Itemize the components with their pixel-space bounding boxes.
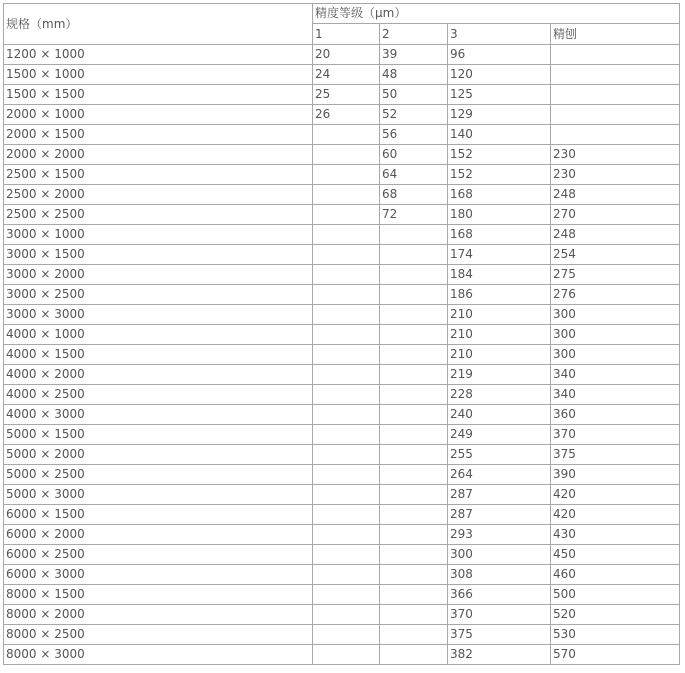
grade-3-cell: 219: [448, 365, 551, 385]
size-cell: 1200 × 1000: [4, 45, 313, 65]
grade-2-cell: [380, 645, 448, 665]
grade-3-cell: 210: [448, 305, 551, 325]
size-cell: 2000 × 1500: [4, 125, 313, 145]
fine-planing-cell: 460: [551, 565, 680, 585]
grade-3-cell: 210: [448, 325, 551, 345]
size-cell: 2000 × 1000: [4, 105, 313, 125]
table-row: [4, 65, 680, 85]
table-row: [4, 645, 680, 665]
grade-3-cell: 300: [448, 545, 551, 565]
fine-planing-cell: 500: [551, 585, 680, 605]
grade-1-cell: 25: [313, 85, 380, 105]
size-cell: 8000 × 2500: [4, 625, 313, 645]
grade-1-cell: [313, 245, 380, 265]
grade-2-cell: [380, 565, 448, 585]
fine-planing-cell: 300: [551, 345, 680, 365]
size-cell: 6000 × 2000: [4, 525, 313, 545]
grade-2-cell: 72: [380, 205, 448, 225]
size-cell: 2500 × 2000: [4, 185, 313, 205]
fine-planing-cell: [551, 45, 680, 65]
size-cell: 5000 × 1500: [4, 425, 313, 445]
grade-2-header: 2: [380, 24, 448, 45]
grade-1-cell: [313, 225, 380, 245]
fine-planing-cell: 254: [551, 245, 680, 265]
table-row: [4, 305, 680, 325]
grade-3-cell: 184: [448, 265, 551, 285]
fine-planing-cell: 390: [551, 465, 680, 485]
grade-1-header: 1: [313, 24, 380, 45]
grade-2-cell: [380, 245, 448, 265]
grade-2-cell: [380, 365, 448, 385]
grade-1-cell: [313, 165, 380, 185]
grade-1-cell: [313, 285, 380, 305]
size-cell: 8000 × 2000: [4, 605, 313, 625]
grade-2-cell: 56: [380, 125, 448, 145]
fine-planing-cell: 270: [551, 205, 680, 225]
grade-1-cell: [313, 145, 380, 165]
grade-2-cell: [380, 605, 448, 625]
grade-1-cell: [313, 485, 380, 505]
fine-planing-cell: 340: [551, 365, 680, 385]
table-row: [4, 485, 680, 505]
fine-planing-cell: 230: [551, 145, 680, 165]
grade-3-cell: 168: [448, 185, 551, 205]
grade-2-cell: [380, 225, 448, 245]
grade-2-cell: [380, 305, 448, 325]
size-cell: 8000 × 1500: [4, 585, 313, 605]
table-row: [4, 265, 680, 285]
table-row: [4, 465, 680, 485]
table-row: [4, 45, 680, 65]
table-row: [4, 365, 680, 385]
table-row: [4, 585, 680, 605]
size-cell: 5000 × 3000: [4, 485, 313, 505]
fine-planing-cell: 420: [551, 485, 680, 505]
grade-2-cell: [380, 625, 448, 645]
header-row-1: [4, 4, 680, 24]
size-cell: 6000 × 1500: [4, 505, 313, 525]
grade-1-cell: [313, 265, 380, 285]
table-row: [4, 85, 680, 105]
grade-3-cell: 125: [448, 85, 551, 105]
table-row: [4, 185, 680, 205]
fine-planing-cell: 340: [551, 385, 680, 405]
size-column-header: 规格（mm）: [4, 4, 313, 45]
table-row: [4, 165, 680, 185]
table-row: [4, 565, 680, 585]
grade-2-cell: 68: [380, 185, 448, 205]
grade-3-cell: 287: [448, 505, 551, 525]
grade-3-cell: 308: [448, 565, 551, 585]
table-row: [4, 605, 680, 625]
grade-1-cell: [313, 205, 380, 225]
grade-3-header: 3: [448, 24, 551, 45]
spec-table-container: [3, 3, 680, 665]
grade-1-cell: [313, 445, 380, 465]
grade-3-cell: 168: [448, 225, 551, 245]
table-row: [4, 425, 680, 445]
fine-planing-cell: 276: [551, 285, 680, 305]
grade-3-cell: 152: [448, 165, 551, 185]
grade-3-cell: 382: [448, 645, 551, 665]
size-cell: 3000 × 1000: [4, 225, 313, 245]
size-cell: 3000 × 3000: [4, 305, 313, 325]
size-cell: 4000 × 1500: [4, 345, 313, 365]
grade-2-cell: [380, 425, 448, 445]
size-cell: 6000 × 2500: [4, 545, 313, 565]
size-cell: 5000 × 2500: [4, 465, 313, 485]
fine-planing-cell: 375: [551, 445, 680, 465]
grade-1-cell: 20: [313, 45, 380, 65]
grade-3-cell: 129: [448, 105, 551, 125]
size-cell: 3000 × 2500: [4, 285, 313, 305]
grade-3-cell: 228: [448, 385, 551, 405]
size-cell: 6000 × 3000: [4, 565, 313, 585]
grade-2-cell: 64: [380, 165, 448, 185]
table-row: [4, 325, 680, 345]
grade-3-cell: 180: [448, 205, 551, 225]
grade-1-cell: [313, 385, 380, 405]
grade-2-cell: [380, 465, 448, 485]
size-cell: 3000 × 1500: [4, 245, 313, 265]
grade-1-cell: [313, 305, 380, 325]
fine-planing-cell: 530: [551, 625, 680, 645]
grade-1-cell: [313, 125, 380, 145]
grade-3-cell: 174: [448, 245, 551, 265]
table-row: [4, 625, 680, 645]
grade-1-cell: [313, 565, 380, 585]
grade-2-cell: 50: [380, 85, 448, 105]
fine-planing-cell: 300: [551, 325, 680, 345]
grade-3-cell: 186: [448, 285, 551, 305]
grade-1-cell: [313, 505, 380, 525]
fine-planing-cell: 248: [551, 185, 680, 205]
table-row: [4, 285, 680, 305]
table-body: [4, 45, 680, 665]
grade-3-cell: 255: [448, 445, 551, 465]
grade-3-cell: 375: [448, 625, 551, 645]
fine-planing-cell: [551, 85, 680, 105]
grade-1-cell: 26: [313, 105, 380, 125]
size-cell: 8000 × 3000: [4, 645, 313, 665]
grade-1-cell: [313, 405, 380, 425]
fine-planing-cell: 248: [551, 225, 680, 245]
grade-1-cell: [313, 585, 380, 605]
grade-2-cell: [380, 385, 448, 405]
grade-3-cell: 152: [448, 145, 551, 165]
table-row: [4, 545, 680, 565]
grade-3-cell: 293: [448, 525, 551, 545]
grade-1-cell: [313, 525, 380, 545]
table-row: [4, 205, 680, 225]
grade-1-cell: [313, 345, 380, 365]
grade-2-cell: [380, 505, 448, 525]
size-cell: 1500 × 1000: [4, 65, 313, 85]
grade-1-cell: [313, 185, 380, 205]
grade-3-cell: 264: [448, 465, 551, 485]
grade-3-cell: 249: [448, 425, 551, 445]
size-cell: 5000 × 2000: [4, 445, 313, 465]
fine-planing-cell: [551, 65, 680, 85]
grade-2-cell: [380, 545, 448, 565]
grade-2-cell: 60: [380, 145, 448, 165]
fine-planing-cell: 360: [551, 405, 680, 425]
grade-1-cell: [313, 545, 380, 565]
fine-planing-header: 精刨: [551, 24, 680, 45]
table-row: [4, 145, 680, 165]
grade-1-cell: [313, 325, 380, 345]
fine-planing-cell: 300: [551, 305, 680, 325]
table-row: [4, 345, 680, 365]
grade-2-cell: [380, 265, 448, 285]
table-row: [4, 385, 680, 405]
grade-3-cell: 96: [448, 45, 551, 65]
size-cell: 1500 × 1500: [4, 85, 313, 105]
size-cell: 4000 × 1000: [4, 325, 313, 345]
grade-1-cell: [313, 465, 380, 485]
grade-3-cell: 240: [448, 405, 551, 425]
grade-2-cell: [380, 585, 448, 605]
fine-planing-cell: 450: [551, 545, 680, 565]
grade-1-cell: 24: [313, 65, 380, 85]
precision-spec-table: [3, 3, 680, 665]
grade-3-cell: 120: [448, 65, 551, 85]
fine-planing-cell: 430: [551, 525, 680, 545]
size-cell: 2000 × 2000: [4, 145, 313, 165]
table-row: [4, 125, 680, 145]
table-row: [4, 225, 680, 245]
size-cell: 4000 × 2000: [4, 365, 313, 385]
table-row: [4, 405, 680, 425]
table-row: [4, 525, 680, 545]
grade-3-cell: 370: [448, 605, 551, 625]
fine-planing-cell: [551, 105, 680, 125]
grade-1-cell: [313, 365, 380, 385]
grade-2-cell: [380, 345, 448, 365]
grade-2-cell: [380, 445, 448, 465]
grade-2-cell: [380, 325, 448, 345]
grade-2-cell: 48: [380, 65, 448, 85]
grade-2-cell: [380, 285, 448, 305]
grade-1-cell: [313, 625, 380, 645]
grade-3-cell: 140: [448, 125, 551, 145]
fine-planing-cell: 520: [551, 605, 680, 625]
table-row: [4, 105, 680, 125]
fine-planing-cell: [551, 125, 680, 145]
grade-2-cell: 39: [380, 45, 448, 65]
size-cell: 2500 × 2500: [4, 205, 313, 225]
grade-3-cell: 210: [448, 345, 551, 365]
grade-1-cell: [313, 605, 380, 625]
table-row: [4, 245, 680, 265]
grade-3-cell: 366: [448, 585, 551, 605]
grade-1-cell: [313, 645, 380, 665]
fine-planing-cell: 570: [551, 645, 680, 665]
size-cell: 4000 × 2500: [4, 385, 313, 405]
fine-planing-cell: 230: [551, 165, 680, 185]
size-cell: 4000 × 3000: [4, 405, 313, 425]
table-row: [4, 445, 680, 465]
precision-grade-header: 精度等级（μm）: [313, 4, 680, 24]
grade-3-cell: 287: [448, 485, 551, 505]
grade-2-cell: 52: [380, 105, 448, 125]
table-row: [4, 505, 680, 525]
grade-2-cell: [380, 405, 448, 425]
fine-planing-cell: 275: [551, 265, 680, 285]
grade-2-cell: [380, 525, 448, 545]
grade-1-cell: [313, 425, 380, 445]
grade-2-cell: [380, 485, 448, 505]
size-cell: 2500 × 1500: [4, 165, 313, 185]
size-cell: 3000 × 2000: [4, 265, 313, 285]
fine-planing-cell: 420: [551, 505, 680, 525]
fine-planing-cell: 370: [551, 425, 680, 445]
